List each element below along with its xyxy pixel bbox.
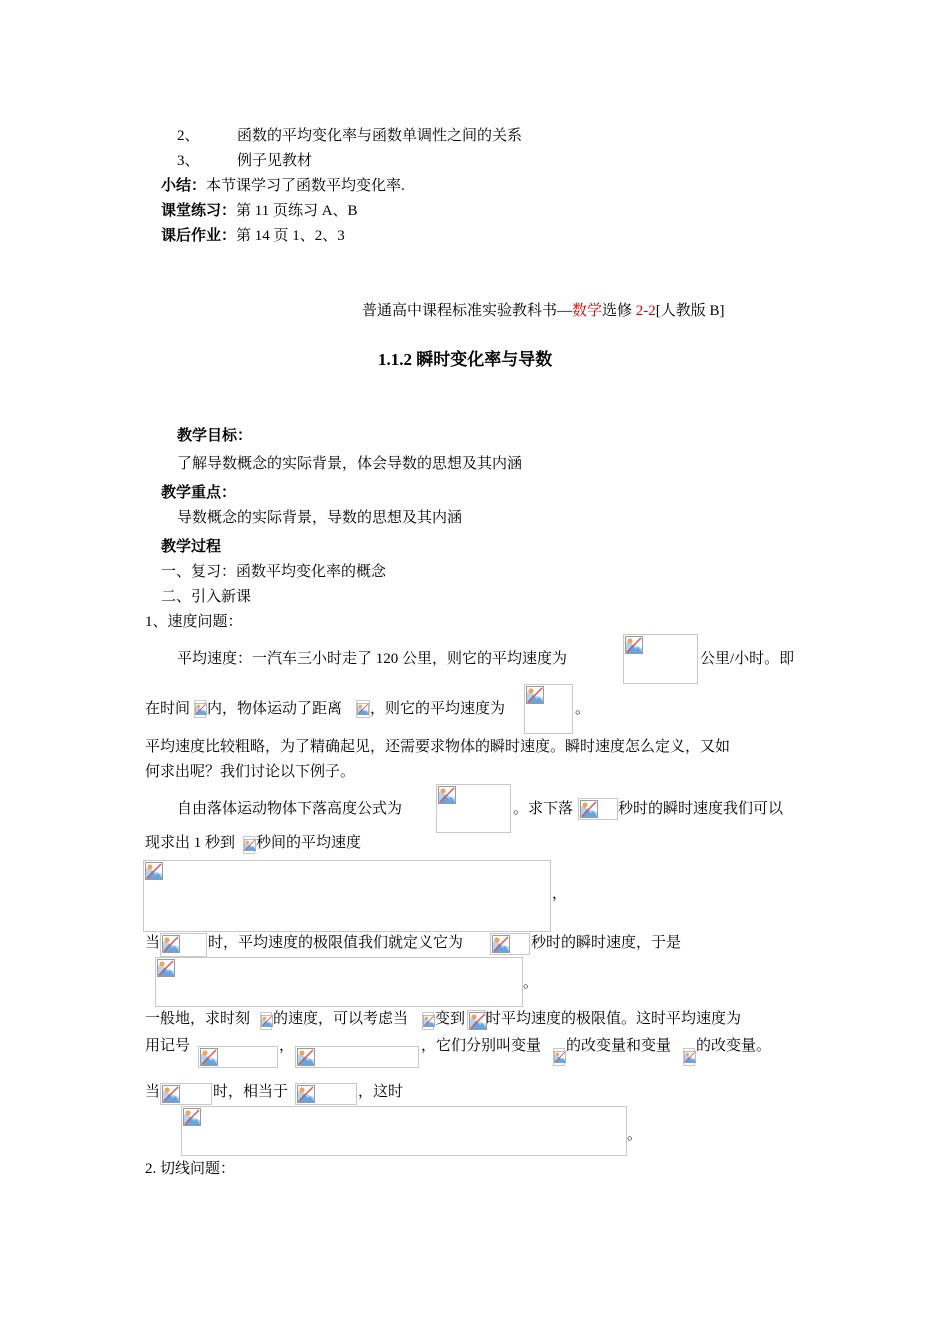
- homework-label: 课后作业：: [161, 228, 237, 244]
- image-icon: [145, 862, 163, 880]
- p9-text-c: ，这时: [358, 1084, 404, 1100]
- p7-text-d: 时平均速度的极限值。这时平均速度为: [486, 1011, 742, 1027]
- image-icon: [526, 686, 544, 704]
- p8-text-d: 的改变量和变量: [566, 1038, 672, 1054]
- formula-image: [181, 1106, 627, 1156]
- image-icon: [244, 837, 256, 853]
- practice-line: [161, 201, 358, 221]
- image-icon: [157, 959, 175, 977]
- p8-text-a: 用记号: [145, 1038, 191, 1054]
- formula-image: [295, 1083, 357, 1105]
- image-icon: [625, 636, 643, 654]
- formula-image: [467, 1010, 485, 1030]
- formula-image: [198, 1046, 278, 1068]
- p1-text-b: 公里/小时。即: [700, 651, 795, 667]
- p9-text-b: 时，相当于: [213, 1084, 289, 1100]
- formula-image: [260, 1012, 272, 1030]
- p2-text-c: ，则它的平均速度为: [370, 701, 506, 717]
- formula-image: [160, 1083, 212, 1105]
- p8-text-e: 的改变量。: [696, 1038, 772, 1054]
- formula-image: [578, 798, 618, 820]
- p3-text-a: 平均速度比较粗略，为了精确起见，还需要求物体的瞬时速度。瞬时速度怎么定义，又如: [145, 739, 731, 755]
- comma: ，: [552, 886, 568, 902]
- review-line: 一、复习：函数平均变化率的概念: [161, 564, 387, 580]
- image-icon: [200, 1048, 218, 1066]
- summary-line: [161, 176, 405, 196]
- p7-text-b: 的速度，可以考虑当: [273, 1011, 409, 1027]
- formula-image: [295, 1046, 419, 1068]
- period: 。: [627, 1127, 643, 1143]
- image-icon: [162, 935, 180, 953]
- formula-image: [436, 784, 511, 833]
- formula-image: [422, 1012, 434, 1030]
- formula-image: [553, 1048, 565, 1066]
- formula-image: [155, 957, 523, 1007]
- formula-image: [524, 684, 573, 734]
- header-subject: 数学: [572, 303, 603, 319]
- homework-line: [161, 226, 345, 246]
- formula-image: [243, 836, 255, 854]
- p8-text-b: ，: [279, 1038, 295, 1054]
- formula-image: [623, 634, 698, 684]
- list-item-example: 例子见教材: [237, 153, 313, 169]
- image-icon: [423, 1013, 435, 1029]
- speed-heading: 1、速度问题：: [145, 614, 243, 630]
- practice-label: 课堂练习：: [161, 203, 237, 219]
- image-icon: [438, 786, 456, 804]
- header-edition: [人教版 B]: [655, 303, 725, 319]
- image-icon: [297, 1048, 315, 1066]
- formula-image: [683, 1048, 695, 1066]
- formula-image: [356, 700, 370, 718]
- key-points-label: 教学重点：: [161, 485, 237, 501]
- image-icon: [162, 1085, 180, 1103]
- summary-text: 本节课学习了函数平均变化率.: [206, 178, 405, 194]
- image-icon: [261, 1013, 273, 1029]
- textbook-header: [362, 301, 725, 321]
- goals-text: 了解导数概念的实际背景，体会导数的思想及其内涵: [177, 456, 523, 472]
- key-points-text: 导数概念的实际背景，导数的思想及其内涵: [177, 510, 463, 526]
- goals-label: 教学目标：: [177, 428, 253, 444]
- image-icon: [357, 701, 369, 717]
- p6-text-b: 时，平均速度的极限值我们就定义它为: [208, 935, 464, 951]
- image-icon: [580, 800, 598, 818]
- p4-text-b: 。求下落: [513, 801, 574, 817]
- p1-text-a: 平均速度：一汽车三小时走了 120 公里，则它的平均速度为: [177, 651, 568, 667]
- p3-text-b: 何求出呢？我们讨论以下例子。: [145, 764, 356, 780]
- p5-text-b: 秒间的平均速度: [256, 835, 362, 851]
- intro-line: 二、引入新课: [161, 589, 252, 605]
- process-label: 教学过程: [161, 539, 222, 555]
- p7-text-c: 变到: [435, 1011, 466, 1027]
- p2-text-d: 。: [575, 701, 591, 717]
- summary-label: 小结：: [161, 178, 207, 194]
- homework-text: 第 14 页 1、2、3: [236, 228, 345, 244]
- p2-text-b: 内，物体运动了距离: [207, 701, 343, 717]
- p2-text-a: 在时间: [145, 701, 191, 717]
- formula-image: [143, 860, 551, 932]
- formula-image: [194, 700, 206, 718]
- formula-image: [160, 933, 207, 957]
- tangent-heading: 2. 切线问题：: [145, 1161, 236, 1177]
- p4-text-c: 秒时的瞬时速度我们可以: [618, 801, 784, 817]
- image-icon: [195, 701, 207, 717]
- list-number-2: 2、: [177, 128, 200, 144]
- lesson-title: 1.1.2 瞬时变化率与导数: [378, 350, 553, 369]
- list-number-3: 3、: [177, 153, 200, 169]
- image-icon: [554, 1049, 566, 1065]
- header-course: 2-2: [635, 303, 656, 319]
- image-icon: [492, 935, 510, 953]
- formula-image: [490, 933, 530, 955]
- p9-text-a: 当: [145, 1084, 161, 1100]
- image-icon: [297, 1085, 315, 1103]
- list-item-monotonicity: 函数的平均变化率与函数单调性之间的关系: [237, 128, 523, 144]
- header-prefix: 普通高中课程标准实验教科书—: [362, 303, 573, 319]
- period: 。: [523, 975, 539, 991]
- p5-text-a: 现求出 1 秒到: [145, 835, 236, 851]
- header-elective: 选修: [602, 303, 636, 319]
- image-icon: [183, 1108, 201, 1126]
- image-icon: [684, 1049, 696, 1065]
- image-icon: [469, 1012, 487, 1030]
- p7-text-a: 一般地，求时刻: [145, 1011, 251, 1027]
- p6-text-c: 秒时的瞬时速度，于是: [531, 935, 682, 951]
- p4-text-a: 自由落体运动物体下落高度公式为: [177, 801, 403, 817]
- p6-text-a: 当: [145, 935, 161, 951]
- p8-text-c: ，它们分别叫变量: [421, 1038, 542, 1054]
- practice-text: 第 11 页练习 A、B: [236, 203, 358, 219]
